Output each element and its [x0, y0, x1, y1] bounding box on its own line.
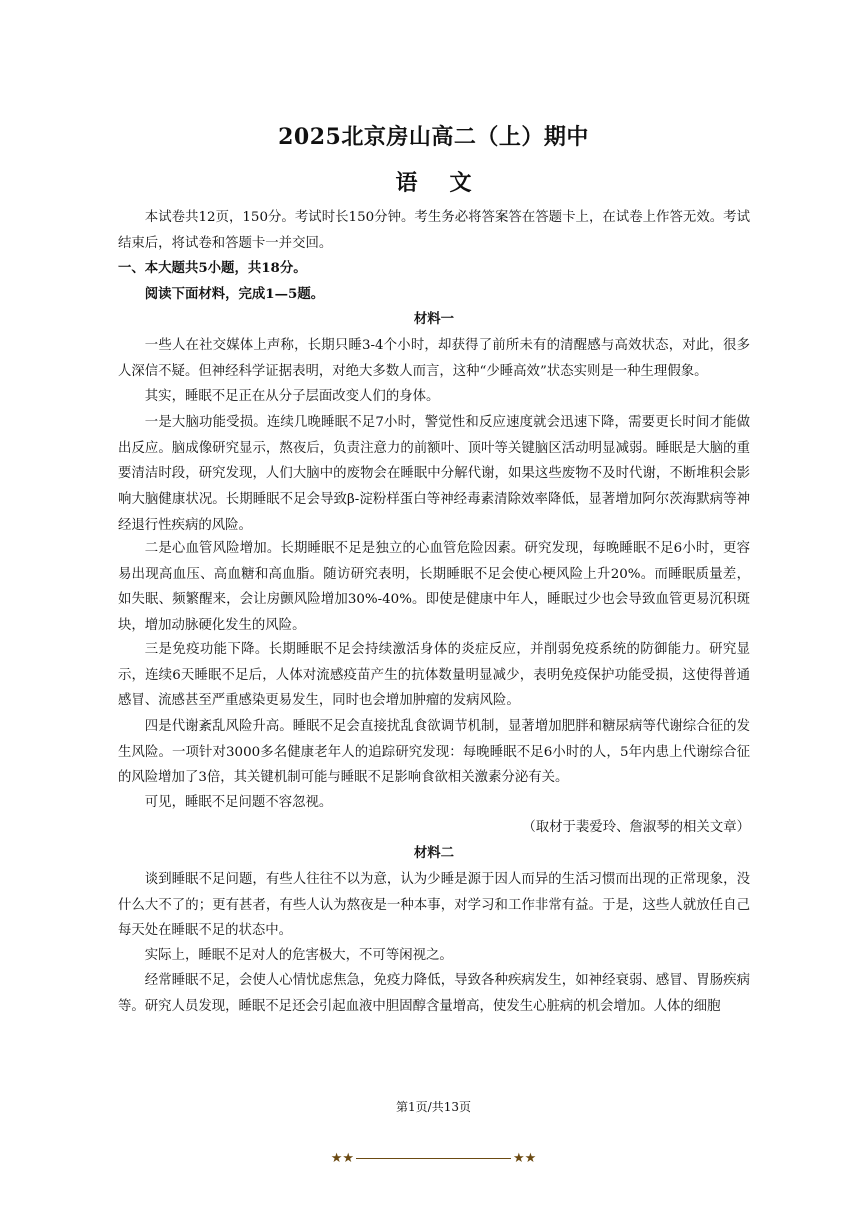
material2-paragraph-2: 实际上，睡眠不足对人的危害极大，不可等闲视之。 — [144, 948, 453, 963]
material1-source: （取材于裴爱玲、詹淑琴的相关文章） — [522, 820, 750, 835]
section-heading: 一、本大题共5小题，共18分。 — [118, 260, 307, 276]
subject-title: 语文 — [395, 170, 504, 196]
material1-paragraph-1: 一些人在社交媒体上声称，长期只睡3-4个小时，却获得了前所未有的清醒感与高效状态，对此，很多人深信不疑。但神经科学证据表明，对绝大多数人而言，这种“少睡高效”状态实则是一种生理假象。 — [118, 338, 750, 379]
exam-instructions: 本试卷共12页，150分。考试时长150分钟。考生务必将答案答在答题卡上，在试卷上作答无效。考试结束后，将试卷和答题卡一并交回。 — [118, 210, 750, 251]
page-number: 第1页/共13页 — [396, 1100, 471, 1114]
material1-paragraph-7: 可见，睡眠不足问题不容忽视。 — [144, 795, 333, 810]
material1-paragraph-4: 二是心血管风险增加。长期睡眠不足是独立的心血管危险因素。研究发现，每晚睡眠不足6小时，更容易出现高血压、高血糖和高血脂。随访研究表明，长期睡眠不足会使心梗风险上升20%。而睡眠质量差，如失眠、频繁醒来，会让房颤风险增加30%-40%。即使是健康中年人，睡眠过少也会导致血管更易沉积斑块，增加动脉硬化发生的风险。 — [118, 541, 750, 634]
star-icon-right: ★★ — [513, 1151, 537, 1166]
material2-paragraph-3: 经常睡眠不足，会使人心情忧虑焦急，免疫力降低，导致各种疾病发生，如神经衰弱、感冒、胃肠疾病等。研究人员发现，睡眠不足还会引起血液中胆固醇含量增高，使发生心脏病的机会增加。人体的细胞 — [118, 973, 750, 1014]
material1-heading: 材料一 — [413, 311, 455, 327]
page-title: 2025北京房山高二（上）期中 — [278, 124, 589, 150]
material1-paragraph-3: 一是大脑功能受损。连续几晚睡眠不足7小时，警觉性和反应速度就会迅速下降，需要更长时间才能做出反应。脑成像研究显示，熬夜后，负责注意力的前额叶、顶叶等关键脑区活动明显减弱。睡眠是大脑的重要清洁时段，研究发现，人们大脑中的废物会在睡眠中分解代谢，如果这些废物不及时代谢，不断堆积会影响大脑健康状况。长期睡眠不足会导致β-淀粉样蛋白等神经毒素清除效率降低，显著增加阿尔茨海默病等神经退行性疾病的风险。 — [118, 415, 750, 533]
material1-paragraph-5: 三是免疫功能下降。长期睡眠不足会持续激活身体的炎症反应，并削弱免疫系统的防御能力。研究显示，连续6天睡眠不足后，人体对流感疫苗产生的抗体数量明显减少，表明免疫保护功能受损，这使得普通感冒、流感甚至严重感染更易发生，同时也会增加肿瘤的发病风险。 — [118, 642, 750, 709]
star-icon-left: ★★ — [330, 1151, 354, 1166]
material2-paragraph-1: 谈到睡眠不足问题，有些人往往不以为意，认为少睡是源于因人而异的生活习惯而出现的正常现象，没什么大不了的；更有甚者，有些人认为熬夜是一种本事，对学习和工作非常有益。于是，这些人就放任自己每天处在睡眠不足的状态中。 — [118, 872, 750, 939]
material2-heading: 材料二 — [413, 845, 455, 861]
footer-decoration — [0, 1151, 867, 1166]
reading-prompt: 阅读下面材料，完成1—5题。 — [144, 286, 325, 302]
material1-paragraph-2: 其实，睡眠不足正在从分子层面改变人们的身体。 — [144, 389, 440, 404]
material1-paragraph-6: 四是代谢紊乱风险升高。睡眠不足会直接扰乱食欲调节机制，显著增加肥胖和糖尿病等代谢综合征的发生风险。一项针对3000多名健康老年人的追踪研究发现：每晚睡眠不足6小时的人，5年内患上代谢综合征的风险增加了3倍，其关键机制可能与睡眠不足影响食欲相关激素分泌有关。 — [118, 719, 750, 786]
divider-line — [356, 1158, 511, 1159]
